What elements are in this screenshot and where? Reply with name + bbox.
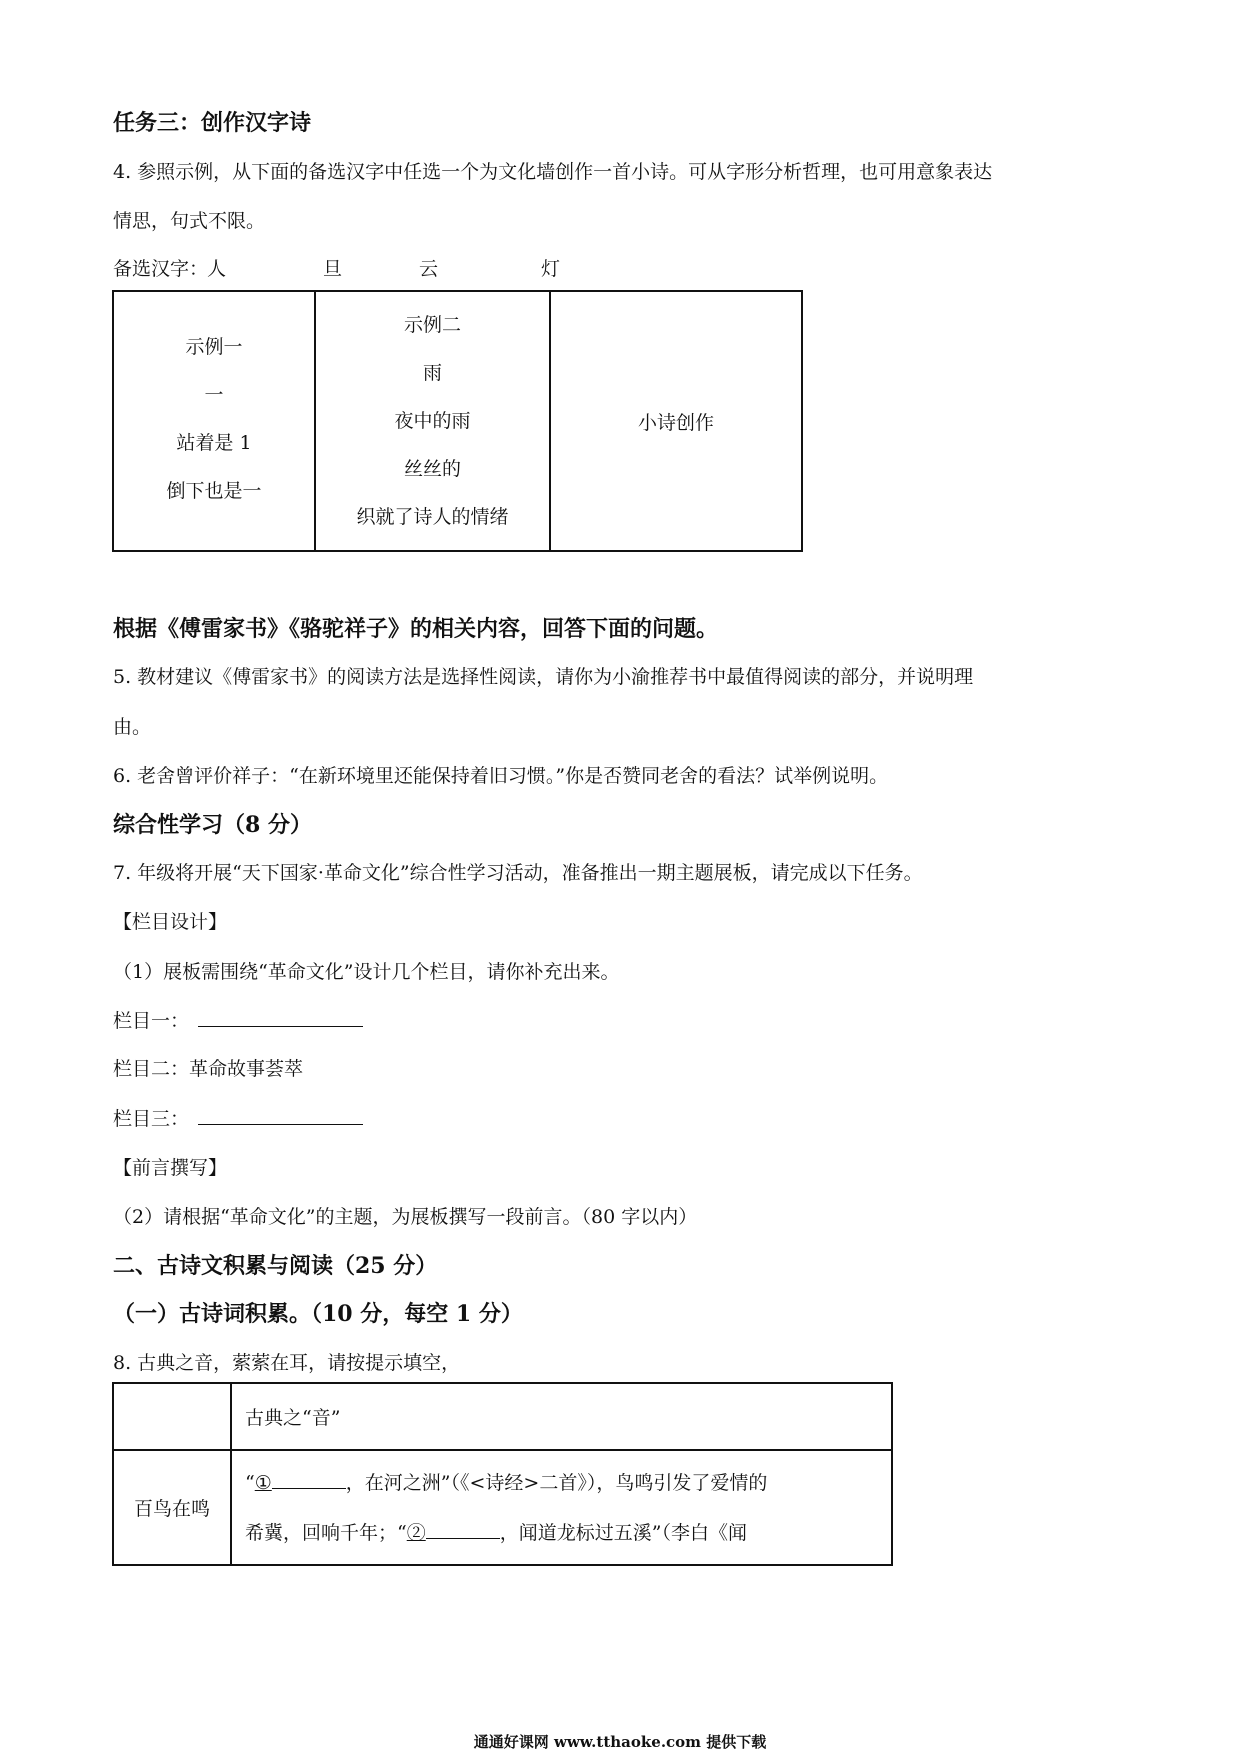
example1-line: 倒下也是一 (166, 480, 262, 502)
classical-table (112, 1382, 893, 1566)
q6: 6. 老舍曾评价祥子：“在新环境里还能保持着旧习惯。”你是否赞同老舍的看法？试举例说明。 (113, 765, 889, 787)
line1-text: ，在河之洲”（《<诗经>二首》），鸟鸣引发了爱情的 (345, 1471, 768, 1494)
quote-open: “ (245, 1471, 255, 1494)
q4-line2: 情思，句式不限。 (113, 210, 266, 232)
line2-text-a: 希冀，回响千年；“ (245, 1521, 407, 1544)
example1-title: 示例一 (185, 336, 243, 358)
q8: 8. 古典之音，萦萦在耳，请按提示填空， (113, 1352, 461, 1374)
q7: 7. 年级将开展“天下国家·革命文化”综合性学习活动，准备推出一期主题展板，请完成以下任务。 (113, 862, 923, 884)
row-label-cell (113, 1450, 231, 1565)
row-content-cell (231, 1450, 892, 1565)
example2-title: 示例二 (403, 314, 461, 336)
section-title-task3: 任务三：创作汉字诗 (113, 110, 312, 136)
table-header-empty (113, 1383, 231, 1450)
candidate-char: 灯 (541, 258, 561, 280)
example2-line: 丝丝的 (403, 458, 461, 480)
row-label: 百鸟在鸣 (133, 1498, 210, 1520)
section-title-part2: 二、古诗文积累与阅读（25 分） (113, 1253, 438, 1279)
example1-cell (113, 291, 315, 551)
create-cell[interactable] (550, 291, 802, 551)
q4-line1: 4. 参照示例，从下面的备选汉字中任选一个为文化墙创作一首小诗。可从字形分析哲理，也可用意象表达 (113, 161, 993, 183)
example2-line: 织就了诗人的情绪 (356, 506, 509, 528)
q5-line2: 由。 (113, 716, 152, 738)
section-title-books: 根据《傅雷家书》《骆驼祥子》的相关内容，回答下面的问题。 (113, 616, 719, 642)
table-header-cell (231, 1383, 892, 1450)
line2-text-b: ，闻道龙标过五溪”（李白《闻 (499, 1521, 747, 1544)
column3-label: 栏目三： (113, 1108, 190, 1130)
example2-line: 夜中的雨 (394, 410, 471, 432)
section-preface: 【前言撰写】 (113, 1157, 228, 1179)
answer-blank-1[interactable] (272, 1488, 346, 1489)
q5-line1: 5. 教材建议《傅雷家书》的阅读方法是选择性阅读，请你为小渝推荐书中最值得阅读的部分，并说明理 (113, 666, 974, 688)
example2-cell (315, 291, 550, 551)
answer-blank-2[interactable] (426, 1538, 500, 1539)
column2-text: 栏目二：革命故事荟萃 (113, 1058, 304, 1080)
table-header-text: 古典之“音” (245, 1407, 341, 1429)
sub-question-2: （2）请根据“革命文化”的主题，为展板撰写一段前言。（80 字以内） (113, 1206, 698, 1228)
blank-mark-2: ② (406, 1521, 426, 1544)
column1-label: 栏目一： (113, 1010, 190, 1032)
candidate-char: 旦 (323, 258, 343, 280)
section-title-comprehensive: 综合性学习（8 分） (113, 812, 312, 838)
candidates-label: 备选汉字： (113, 258, 209, 280)
row-line2 (245, 1508, 891, 1558)
example2-line: 雨 (422, 362, 442, 384)
candidate-char: 人 (207, 258, 227, 280)
row-line1 (245, 1458, 891, 1508)
page-footer: 通通好课网 www.tthaoke.com 提供下载 (473, 1733, 767, 1751)
poem-table (112, 290, 803, 552)
sub-section-title: （一）古诗词积累。（10 分，每空 1 分） (113, 1301, 523, 1327)
sub-question-1: （1）展板需围绕“革命文化”设计几个栏目，请你补充出来。 (113, 961, 620, 983)
section-column-design: 【栏目设计】 (113, 911, 228, 933)
candidate-char: 云 (419, 258, 439, 280)
create-label: 小诗创作 (637, 411, 714, 434)
example1-line: 一 (204, 384, 224, 406)
example1-line: 站着是 1 (176, 432, 252, 454)
column1-answer-blank[interactable] (198, 1026, 363, 1027)
blank-mark-1: ① (254, 1471, 272, 1494)
column3-answer-blank[interactable] (198, 1124, 363, 1125)
